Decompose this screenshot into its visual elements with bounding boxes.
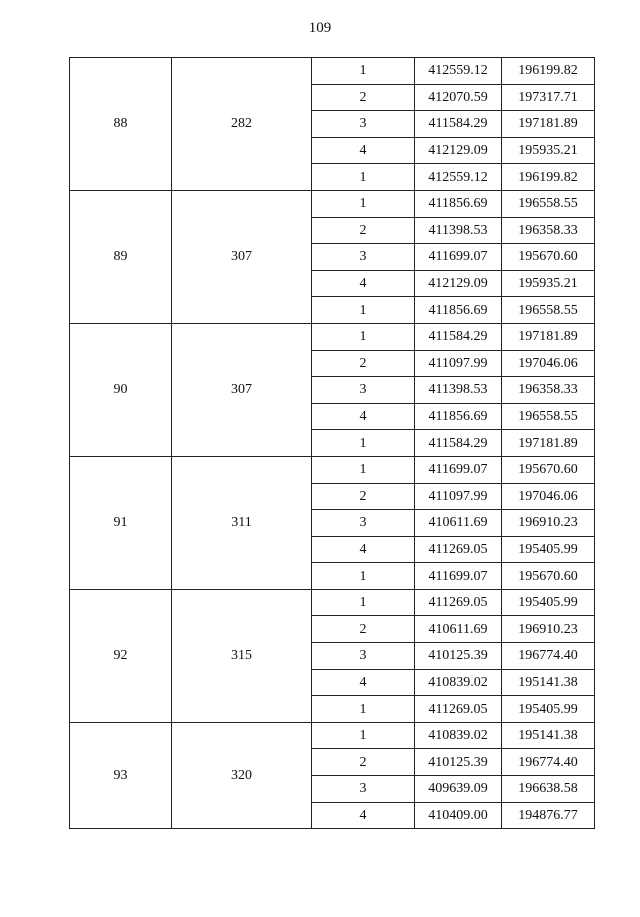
x-coordinate-cell: 410125.39 (415, 643, 502, 670)
y-coordinate-cell: 195670.60 (502, 456, 595, 483)
y-coordinate-cell: 197046.06 (502, 350, 595, 377)
point-number-cell: 4 (312, 536, 415, 563)
point-number-cell: 3 (312, 111, 415, 138)
point-number-cell: 1 (312, 456, 415, 483)
x-coordinate-cell: 411699.07 (415, 244, 502, 271)
x-coordinate-cell: 410839.02 (415, 722, 502, 749)
x-coordinate-cell: 411584.29 (415, 111, 502, 138)
y-coordinate-cell: 197181.89 (502, 430, 595, 457)
plot-number-cell: 92 (70, 589, 172, 722)
point-number-cell: 2 (312, 749, 415, 776)
x-coordinate-cell: 411856.69 (415, 297, 502, 324)
plot-number-cell: 91 (70, 456, 172, 589)
x-coordinate-cell: 410409.00 (415, 802, 502, 829)
table-row (70, 456, 595, 483)
coordinates-table (69, 57, 595, 829)
x-coordinate-cell: 410125.39 (415, 749, 502, 776)
y-coordinate-cell: 197181.89 (502, 111, 595, 138)
y-coordinate-cell: 195141.38 (502, 669, 595, 696)
point-number-cell: 2 (312, 84, 415, 111)
table-row (70, 589, 595, 616)
point-number-cell: 4 (312, 669, 415, 696)
x-coordinate-cell: 411097.99 (415, 350, 502, 377)
point-number-cell: 3 (312, 643, 415, 670)
x-coordinate-cell: 411097.99 (415, 483, 502, 510)
table-row (70, 323, 595, 350)
point-number-cell: 4 (312, 802, 415, 829)
y-coordinate-cell: 195405.99 (502, 696, 595, 723)
y-coordinate-cell: 195670.60 (502, 244, 595, 271)
plot-value-cell: 282 (172, 58, 312, 191)
point-number-cell: 1 (312, 430, 415, 457)
y-coordinate-cell: 195935.21 (502, 270, 595, 297)
point-number-cell: 2 (312, 483, 415, 510)
plot-number-cell: 90 (70, 323, 172, 456)
point-number-cell: 1 (312, 323, 415, 350)
y-coordinate-cell: 197046.06 (502, 483, 595, 510)
point-number-cell: 2 (312, 616, 415, 643)
y-coordinate-cell: 194876.77 (502, 802, 595, 829)
plot-value-cell: 311 (172, 456, 312, 589)
x-coordinate-cell: 409639.09 (415, 776, 502, 803)
table-row (70, 58, 595, 85)
plot-value-cell: 320 (172, 722, 312, 828)
y-coordinate-cell: 196358.33 (502, 377, 595, 404)
y-coordinate-cell: 196199.82 (502, 164, 595, 191)
point-number-cell: 4 (312, 137, 415, 164)
y-coordinate-cell: 196199.82 (502, 58, 595, 85)
point-number-cell: 3 (312, 244, 415, 271)
y-coordinate-cell: 196910.23 (502, 616, 595, 643)
table-row (70, 722, 595, 749)
table-row (70, 190, 595, 217)
point-number-cell: 4 (312, 403, 415, 430)
point-number-cell: 2 (312, 350, 415, 377)
point-number-cell: 3 (312, 377, 415, 404)
plot-value-cell: 315 (172, 589, 312, 722)
plot-number-cell: 93 (70, 722, 172, 828)
x-coordinate-cell: 411398.53 (415, 217, 502, 244)
point-number-cell: 1 (312, 297, 415, 324)
point-number-cell: 1 (312, 58, 415, 85)
y-coordinate-cell: 196910.23 (502, 510, 595, 537)
x-coordinate-cell: 411269.05 (415, 536, 502, 563)
y-coordinate-cell: 197181.89 (502, 323, 595, 350)
y-coordinate-cell: 196774.40 (502, 749, 595, 776)
y-coordinate-cell: 196558.55 (502, 403, 595, 430)
y-coordinate-cell: 195405.99 (502, 536, 595, 563)
x-coordinate-cell: 411398.53 (415, 377, 502, 404)
y-coordinate-cell: 196358.33 (502, 217, 595, 244)
y-coordinate-cell: 195670.60 (502, 563, 595, 590)
x-coordinate-cell: 410611.69 (415, 616, 502, 643)
x-coordinate-cell: 412070.59 (415, 84, 502, 111)
y-coordinate-cell: 196774.40 (502, 643, 595, 670)
x-coordinate-cell: 412129.09 (415, 270, 502, 297)
point-number-cell: 1 (312, 190, 415, 217)
x-coordinate-cell: 411856.69 (415, 403, 502, 430)
x-coordinate-cell: 411584.29 (415, 430, 502, 457)
plot-number-cell: 88 (70, 58, 172, 191)
y-coordinate-cell: 195935.21 (502, 137, 595, 164)
y-coordinate-cell: 196638.58 (502, 776, 595, 803)
x-coordinate-cell: 411699.07 (415, 563, 502, 590)
y-coordinate-cell: 195405.99 (502, 589, 595, 616)
x-coordinate-cell: 411584.29 (415, 323, 502, 350)
point-number-cell: 1 (312, 696, 415, 723)
x-coordinate-cell: 411699.07 (415, 456, 502, 483)
plot-number-cell: 89 (70, 190, 172, 323)
plot-value-cell: 307 (172, 323, 312, 456)
x-coordinate-cell: 412129.09 (415, 137, 502, 164)
page-number: 109 (308, 20, 332, 36)
point-number-cell: 1 (312, 722, 415, 749)
x-coordinate-cell: 412559.12 (415, 164, 502, 191)
point-number-cell: 2 (312, 217, 415, 244)
plot-value-cell: 307 (172, 190, 312, 323)
y-coordinate-cell: 196558.55 (502, 190, 595, 217)
x-coordinate-cell: 412559.12 (415, 58, 502, 85)
x-coordinate-cell: 411269.05 (415, 589, 502, 616)
y-coordinate-cell: 196558.55 (502, 297, 595, 324)
point-number-cell: 3 (312, 776, 415, 803)
point-number-cell: 1 (312, 164, 415, 191)
x-coordinate-cell: 411856.69 (415, 190, 502, 217)
point-number-cell: 1 (312, 563, 415, 590)
x-coordinate-cell: 410839.02 (415, 669, 502, 696)
point-number-cell: 3 (312, 510, 415, 537)
y-coordinate-cell: 195141.38 (502, 722, 595, 749)
point-number-cell: 4 (312, 270, 415, 297)
x-coordinate-cell: 410611.69 (415, 510, 502, 537)
x-coordinate-cell: 411269.05 (415, 696, 502, 723)
y-coordinate-cell: 197317.71 (502, 84, 595, 111)
point-number-cell: 1 (312, 589, 415, 616)
